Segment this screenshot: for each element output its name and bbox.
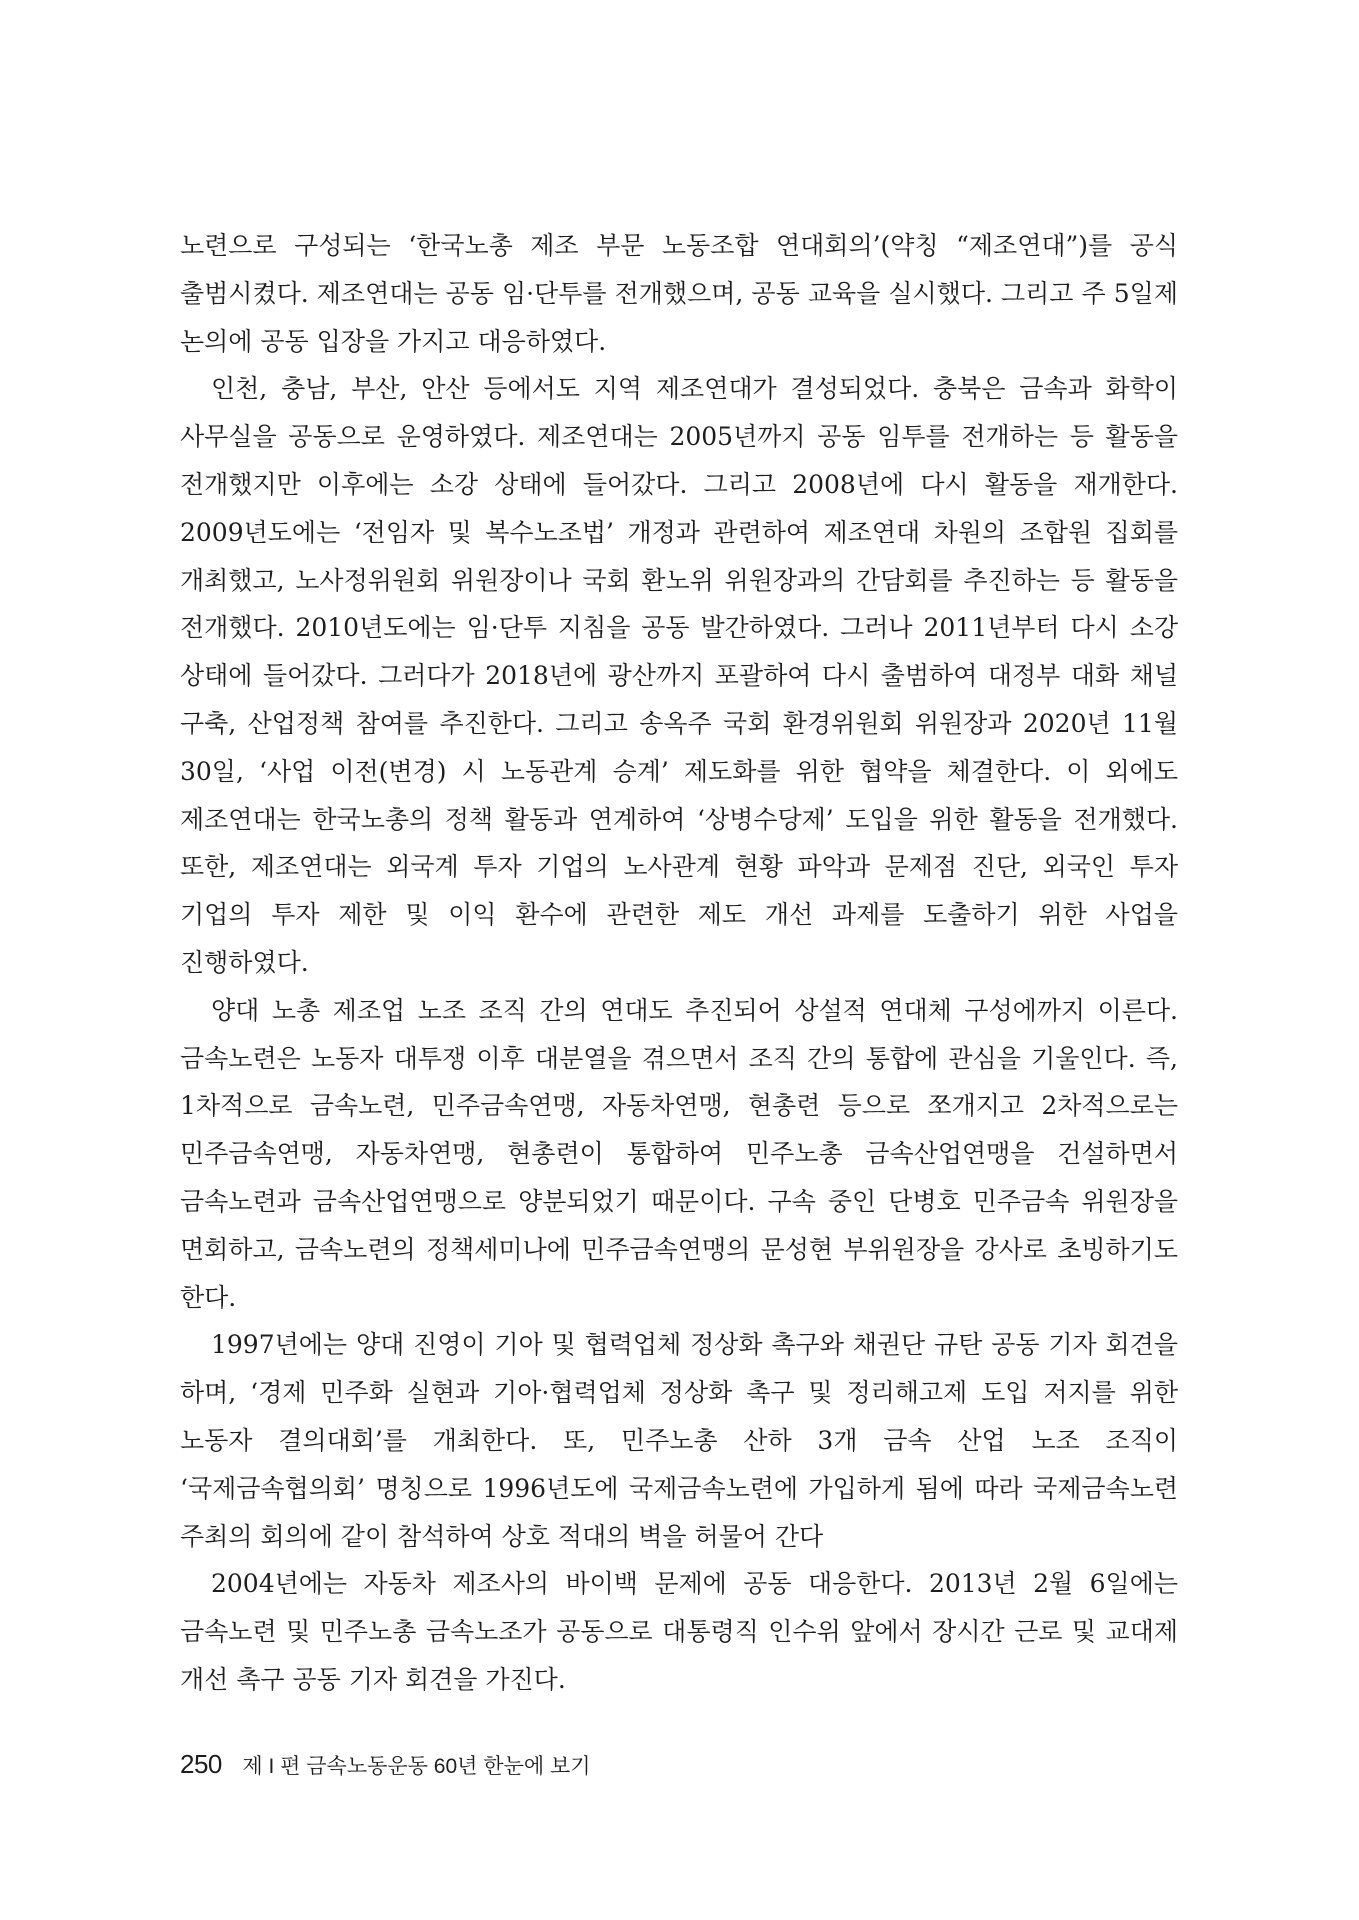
paragraph-continued: 노련으로 구성되는 ‘한국노총 제조 부문 노동조합 연대회의’(약칭 “제조연대”)를 공식 출범시켰다. 제조연대는 공동 임·단투를 전개했으며, 공동 교육을 실시했다. 그리고 주 5일제 논의에 공동 입장을 가지고 대응하였다. bbox=[180, 231, 1178, 356]
body-text bbox=[180, 222, 1178, 1704]
paragraph-regional-alliance: 인천, 충남, 부산, 안산 등에서도 지역 제조연대가 결성되었다. 충북은 금속과 화학이 사무실을 공동으로 운영하였다. 제조연대는 2005년까지 공동 임투를 전개하는 등 활동을 전개했지만 이후에는 소강 상태에 들어갔다. 그리고 2008년에 다시 활동을 재개한다. 2009년도에는 ‘전임자 및 복수노조법’ 개정과 관련하여 제조연대 차원의 조합원 집회를 개최했고, 노사정위원회 위원장이나 국회 환노위 위원장과의 간담회를 추진하는 등 활동을 전개했다. 2010년도에는 임·단투 지침을 공동 발간하였다. 그러나 2011년부터 다시 소강 상태에 들어갔다. 그러다가 2018년에 광산까지 포괄하여 다시 출범하여 대정부 대화 채널 구축, 산업정책 참여를 추진한다. 그리고 송옥주 국회 환경위원회 위원장과 2020년 11월 30일, ‘사업 이전(변경) 시 노동관계 승계’ 제도화를 위한 협약을 체결한다. 이 외에도 제조연대는 한국노총의 정책 활동과 연계하여 ‘상병수당제’ 도입을 위한 활동을 전개했다. 또한, 제조연대는 외국계 투자 기업의 노사관계 현황 파악과 문제점 진단, 외국인 투자 기업의 투자 제한 및 이익 환수에 관련한 제도 개선 과제를 도출하기 위한 사업을 진행하였다. bbox=[180, 374, 1178, 977]
page-number: 250 bbox=[180, 1749, 222, 1779]
page-footer bbox=[180, 1749, 591, 1780]
paragraph-1997: 1997년에는 양대 진영이 기아 및 협력업체 정상화 촉구와 채권단 규탄 공동 기자 회견을 하며, ‘경제 민주화 실현과 기아·협력업체 정상화 촉구 및 정리해고제 도입 저지를 위한 노동자 결의대회’를 개최한다. 또, 민주노총 산하 3개 금속 산업 노조 조직이 ‘국제금속협의회’ 명칭으로 1996년도에 국제금속노련에 가입하게 됨에 따라 국제금속노련 주최의 회의에 같이 참석하여 상호 적대의 벽을 허물어 간다 bbox=[180, 1330, 1178, 1551]
paragraph-2004: 2004년에는 자동차 제조사의 바이백 문제에 공동 대응한다. 2013년 2월 6일에는 금속노련 및 민주노총 금속노조가 공동으로 대통령직 인수위 앞에서 장시간 근로 및 교대제 개선 촉구 공동 기자 회견을 가진다. bbox=[180, 1569, 1178, 1694]
paragraph-two-federations: 양대 노총 제조업 노조 조직 간의 연대도 추진되어 상설적 연대체 구성에까지 이른다. 금속노련은 노동자 대투쟁 이후 대분열을 겪으면서 조직 간의 통합에 관심을 기울인다. 즉, 1차적으로 금속노련, 민주금속연맹, 자동차연맹, 현총련 등으로 쪼개지고 2차적으로는 민주금속연맹, 자동차연맹, 현총련이 통합하여 민주노총 금속산업연맹을 건설하면서 금속노련과 금속산업연맹으로 양분되었기 때문이다. 구속 중인 단병호 민주금속 위원장을 면회하고, 금속노련의 정책세미나에 민주금속연맹의 문성현 부위원장을 강사로 초빙하기도 한다. bbox=[180, 995, 1178, 1312]
running-head: 제 I 편 금속노동운동 60년 한눈에 보기 bbox=[242, 1755, 591, 1778]
